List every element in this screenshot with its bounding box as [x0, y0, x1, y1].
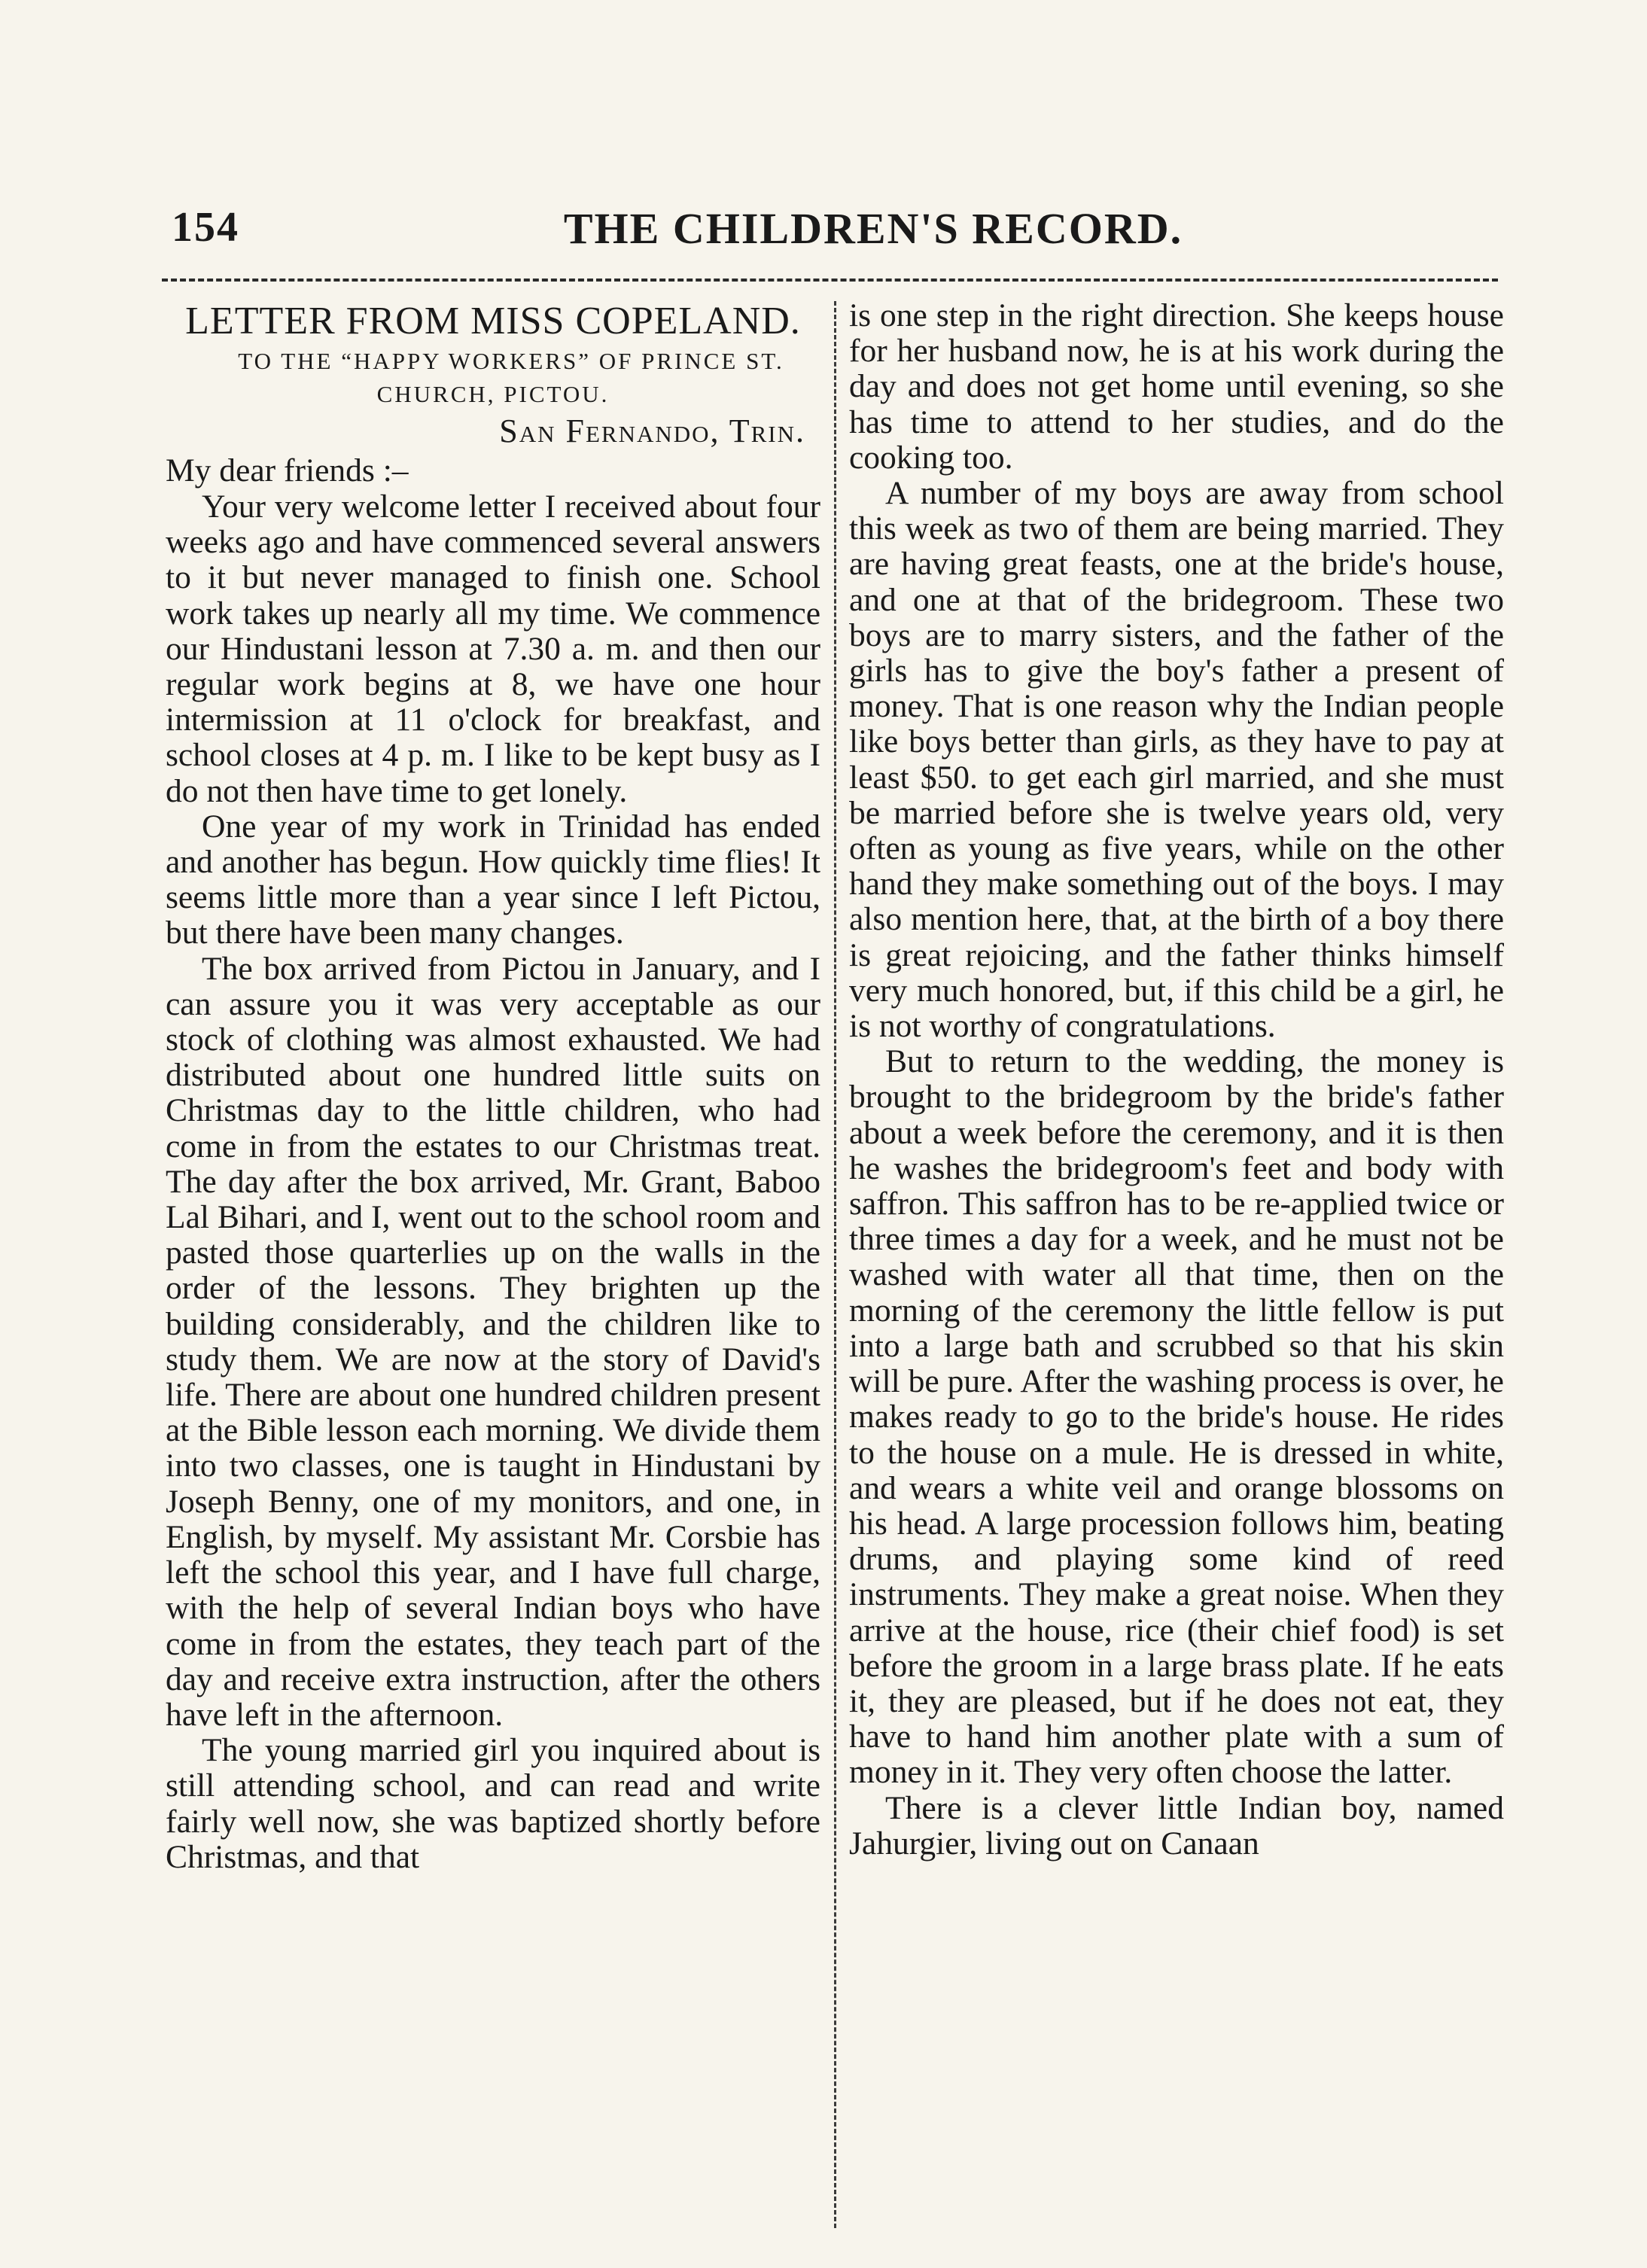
right-column [849, 298, 1504, 1862]
paragraph: But to return to the wedding, the money is brought to the bridegroom by the bride's father about a week before the ceremony, and it is then he washes the bridegroom's feet and body with saffron. This saffron has to be re-applied twice or three times a day for a week, and he must not be washed with water all that time, then on the morning of the ceremony the little fellow is put into a large bath and scrubbed so that his skin will be pure. After the washing process is over, he makes ready to go to the bride's house. He rides to the house on a mule. He is dressed in white, and wears a white veil and orange blossoms on his head. A large procession follows him, beating drums, and playing some kind of reed instruments. They make a great noise. When they arrive at the house, rice (their chief food) is set before the groom in a large brass plate. If he eats it, they are pleased, but if he does not eat, they have to hand him another plate with a sum of money in it. They very often choose the latter. [849, 1043, 1504, 1791]
article-subhead: TO THE “HAPPY WORKERS” OF PRINCE ST. CHURCH, PICTOU. [238, 348, 784, 407]
salutation: My dear friends :– [166, 452, 409, 489]
page-number: 154 [172, 204, 239, 251]
paragraph: One year of my work in Trinidad has ended and another has begun. How quickly time flies! It seems little more than a year since I left Pictou, but there have been many changes. [166, 808, 820, 951]
column-divider [834, 301, 836, 2228]
paragraph: The young married girl you inquired about is still attending school, and can read and write fairly well now, she was baptized shortly before Christmas, and that [166, 1732, 820, 1875]
dateline: San Fernando, Trin. [499, 413, 805, 449]
paragraph: A number of my boys are away from school this week as two of them are being married. They are having great feasts, one at the bride's house, and one at that of the bridegroom. These two boys are to marry sisters, and the father of the girls has to give the boy's father a present of money. That is one reason why the Indian people like boys better than girls, as they have to pay at least $50. to get each girl married, and she must be married before she is twelve years old, very often as young as five years, while on the other hand they make something out of the boys. I may also mention here, that, at the birth of a boy there is great rejoicing, and the father thinks himself very much honored, but, if this child be a girl, he is not worthy of congratulations. [849, 475, 1504, 1045]
paragraph-continued: is one step in the right direction. She keeps house for her husband now, he is at his work during the day and does not get home until evening, so she has time to attend to her studies, and do the cooking too. [849, 297, 1504, 476]
paragraph: Your very welcome letter I received about four weeks ago and have commenced several answers to it but never managed to finish one. School work takes up nearly all my time. We commence our Hindustani lesson at 7.30 a. m. and then our regular work begins at 8, we have one hour intermission at 11 o'clock for breakfast, and school closes at 4 p. m. I like to be kept busy as I do not then have time to get lonely. [166, 489, 820, 809]
article-title: LETTER FROM MISS COPELAND. [185, 300, 801, 342]
paragraph: The box arrived from Pictou in January, and I can assure you it was very acceptable as our stock of clothing was almost exhausted. We had distributed about one hundred little suits on Christmas day to the little children, who had come in from the estates to our Christmas treat. The day after the box arrived, Mr. Grant, Baboo Lal Bihari, and I, went out to the school room and pasted those quarterlies up on the walls in the order of the lessons. They brighten up the building considerably, and the children like to study them. We are now at the story of David's life. There are about one hundred children present at the Bible lesson each morning. We divide them into two classes, one is taught in Hindustani by Joseph Benny, one of my monitors, and one, in English, by myself. My assistant Mr. Corsbie has left the school this year, and I have full charge, with the help of several Indian boys who have come in from the estates, they teach part of the day and receive extra instruction, after the others have left in the afternoon. [166, 950, 820, 1733]
left-column [166, 298, 820, 1875]
paragraph: There is a clever little Indian boy, named Jahurgier, living out on Canaan [849, 1789, 1504, 1862]
page-header [151, 203, 1505, 263]
header-rule [162, 279, 1498, 282]
running-title: THE CHILDREN'S RECORD. [563, 204, 1183, 253]
